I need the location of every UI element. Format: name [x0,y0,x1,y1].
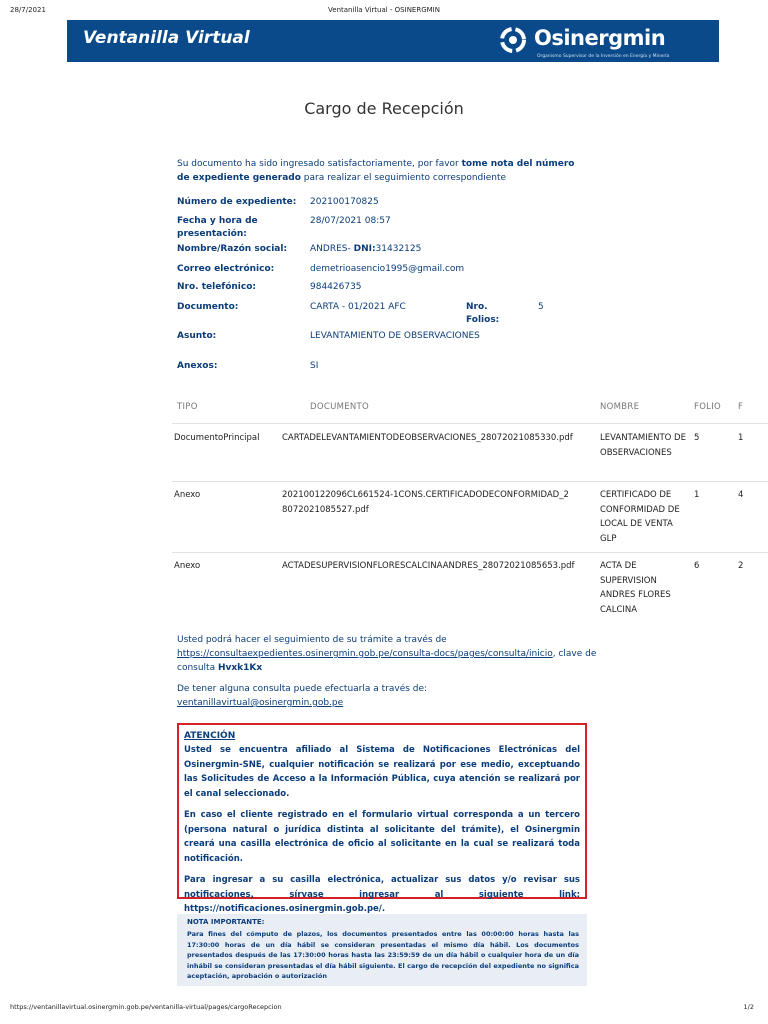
anexos-label: Anexos: [177,361,218,371]
attention-paragraph: Usted se encuentra afiliado al Sistema de Notificaciones Electrónicas del Osinergmin-SNE, cualquier notificación se realizará por ese medio, exceptuando las Solicitudes de Acceso a la Información Pública, cuya atención se realizará por el canal seleccionado. [184,745,580,799]
contact-text [177,682,597,710]
table-divider [172,423,768,424]
row-documento: CARTADELEVANTAMIENTODEOBSERVACIONES_28072021085330.pdf [282,433,573,443]
banner-brand: Osinergmin [534,26,666,50]
telefono-value: 984426735 [310,282,362,292]
attention-paragraph: Para ingresar a su casilla electrónica, actualizar sus datos y/o revisar sus notificaciones, sírvase ingresar al siguiente link: https://notificaciones.osinergmin.gob.pe/. [184,875,580,914]
contact-email-link[interactable]: ventanillavirtual@osinergmin.gob.pe [177,698,344,708]
banner-title: Ventanilla Virtual [83,28,250,48]
consulta-link[interactable]: https://consultaexpedientes.osinergmin.gob.pe/consulta-docs/pages/consulta/inicio [177,649,553,659]
fecha-label: Fecha y hora de presentación: [177,216,258,239]
attention-box [177,723,587,914]
row-nombre: LEVANTAMIENTO DE OBSERVACIONES [600,433,686,458]
osinergmin-logo-icon [499,26,527,54]
row-tipo: DocumentoPrincipal [174,433,260,443]
expediente-value: 202100170825 [310,197,379,207]
attention-paragraph: En caso el cliente registrado en el formulario virtual corresponda a un tercero (persona natural o jurídica distinta al solicitante del trámite), el Osinergmin creará una casilla electrónica de oficio al solicitante en la cual se realizará toda notificación. [184,810,580,864]
anexos-value: SI [310,361,319,371]
row-extra: 2 [738,561,744,571]
th-nombre: NOMBRE [600,402,640,412]
attention-title: ATENCIÓN [184,731,236,741]
table-divider [172,552,768,553]
page-number: 1/2 [743,1003,754,1011]
correo-value: demetrioasencio1995@gmail.com [310,264,465,274]
row-nombre: ACTA DE SUPERVISION ANDRES FLORES CALCINA [600,561,671,615]
banner-tagline: Organismo Supervisor de la Inversión en Energía y Minería [537,54,670,59]
expediente-label: Número de expediente: [177,197,297,207]
row-documento: 202100122096CL661524-1CONS.CERTIFICADODECONFORMIDAD_28072021085527.pdf [282,490,569,515]
nombre-value [310,243,421,256]
note-title: NOTA IMPORTANTE: [187,918,265,926]
th-documento: DOCUMENTO [310,402,370,412]
th-extra: F [738,402,744,412]
dni-label: DNI: [353,244,376,254]
print-url: https://ventanillavirtual.osinergmin.gob.pe/ventanilla-virtual/pages/cargoRecepcion [10,1003,282,1011]
page-title: Cargo de Recepción [304,99,464,118]
header-banner [67,20,719,62]
row-tipo: Anexo [174,490,201,500]
row-nombre: CERTIFICADO DE CONFORMIDAD DE LOCAL DE VENTA GLP [600,490,680,544]
telefono-label: Nro. telefónico: [177,282,257,292]
intro-part1: Su documento ha sido ingresado satisfactoriamente, por favor [177,159,462,169]
clave-consulta: Hvxk1Kx [217,663,263,673]
row-extra: 1 [738,433,744,443]
row-folio: 5 [694,433,700,443]
correo-label: Correo electrónico: [177,264,275,274]
print-date: 28/7/2021 [10,6,46,14]
row-folio: 1 [694,490,700,500]
asunto-value: LEVANTAMIENTO DE OBSERVACIONES [310,331,480,341]
print-title: Ventanilla Virtual - OSINERGMIN [328,6,440,14]
row-folio: 6 [694,561,700,571]
nombre-text: ANDRES- [310,244,354,254]
row-extra: 4 [738,490,744,500]
folios-value: 5 [538,302,544,312]
th-tipo: TIPO [177,402,198,412]
contact-label: De tener alguna consulta puede efectuarla a través de: [177,684,428,694]
table-divider [172,481,768,482]
follow-text2: , clave de consulta [177,649,597,673]
row-documento: ACTADESUPERVISIONFLORESCALCINAANDRES_28072021085653.pdf [282,561,575,571]
documento-label: Documento: [177,302,239,312]
note-text: Para fines del cómputo de plazos, los documentos presentados entre las 00:00:00 horas hasta las 17:30:00 horas de un día hábil se consideran presentadas el mismo día hábil. Los documentos presentados después de las 17:30:00 horas hasta las 23:59:59 de un día hábil o cualquier hora de un día inhábil se consideran presentadas el día hábil siguiente. El cargo de recepción del expediente no significa aceptación, aprobación o autorización [187,930,579,980]
follow-up-text [177,633,597,675]
dni-value: 31432125 [375,244,422,254]
follow-text1: Usted podrá hacer el seguimiento de su trámite a través de [177,635,447,645]
intro-bold: tome nota del número de expediente generado [177,159,575,183]
documento-value: CARTA - 01/2021 AFC [310,302,406,312]
row-tipo: Anexo [174,561,201,571]
intro-text [177,157,587,185]
th-folio: FOLIO [694,402,722,412]
intro-part2: para realizar el seguimiento correspondiente [300,173,507,183]
print-header [0,6,768,18]
nombre-label: Nombre/Razón social: [177,244,288,254]
fecha-value: 28/07/2021 08:57 [310,216,391,226]
important-note [177,914,587,986]
folios-label: Nro. Folios: [466,302,500,325]
asunto-label: Asunto: [177,331,217,341]
